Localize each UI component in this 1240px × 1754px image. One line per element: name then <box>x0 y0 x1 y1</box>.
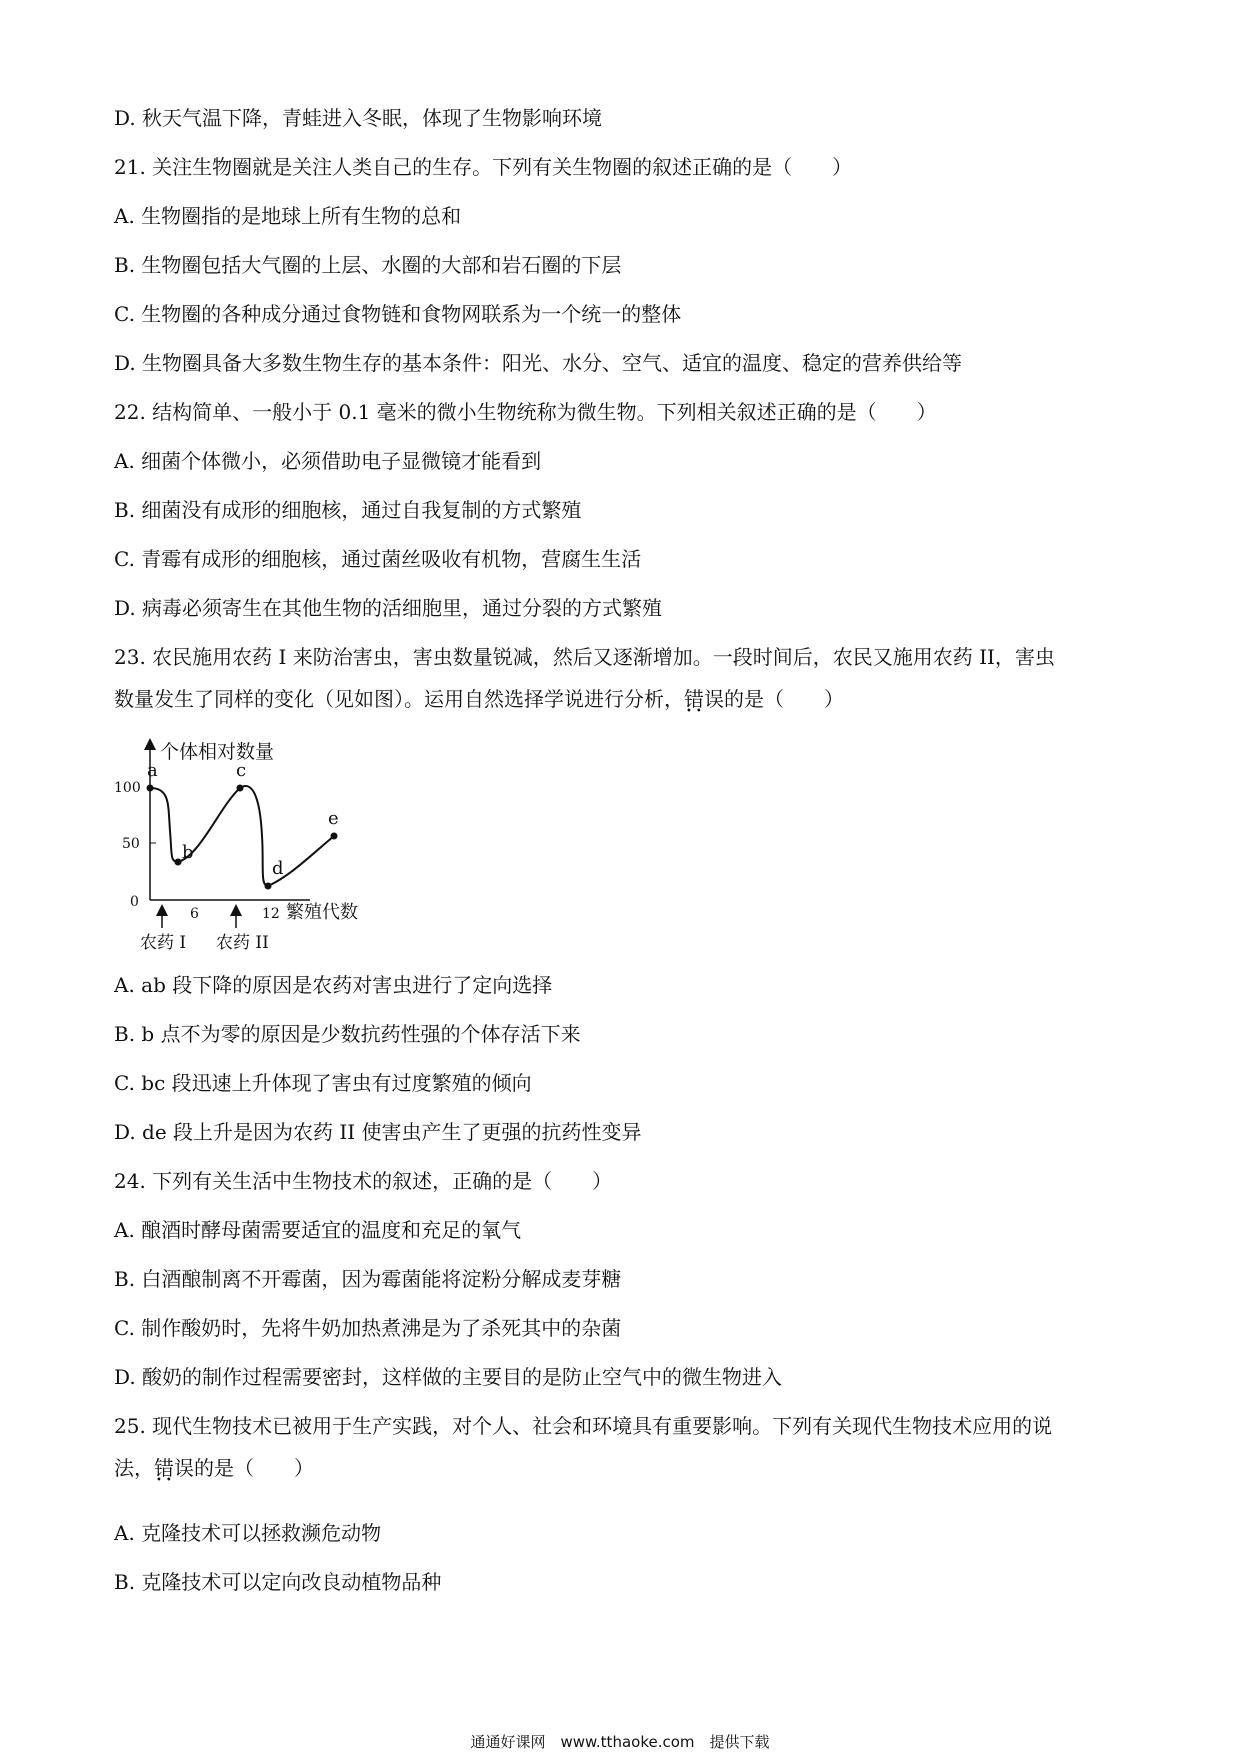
pesticide-1-label: 农药 I <box>140 933 187 953</box>
point-c <box>237 785 244 792</box>
point-label-c: c <box>236 760 247 781</box>
q23-option-c: C. bc 段迅速上升体现了害虫有过度繁殖的倾向 <box>114 1071 532 1095</box>
q23-stem-line1: 23. 农民施用农药 I 来防治害虫，害虫数量锐减，然后又逐渐增加。一段时间后，农民又施用农药 II，害虫 <box>114 645 1055 669</box>
q21-option-c: C. 生物圈的各种成分通过食物链和食物网联系为一个统一的整体 <box>114 302 682 326</box>
q24-option-a: A. 酿酒时酵母菌需要适宜的温度和充足的氧气 <box>114 1218 522 1242</box>
q23-option-b: B. b 点不为零的原因是少数抗药性强的个体存活下来 <box>114 1022 581 1046</box>
q25-option-a: A. 克隆技术可以拯救濒危动物 <box>114 1521 382 1545</box>
y-axis-label: 个体相对数量 <box>160 741 275 763</box>
y-tick-100: 100 <box>114 780 141 796</box>
q24-option-c: C. 制作酸奶时，先将牛奶加热煮沸是为了杀死其中的杂菌 <box>114 1316 622 1340</box>
q25-stem-line1: 25. 现代生物技术已被用于生产实践，对个人、社会和环境具有重要影响。下列有关现代生物技术应用的说 <box>114 1414 1053 1438</box>
point-label-a: a <box>147 760 158 781</box>
point-label-e: e <box>328 808 339 829</box>
q20-option-d: D. 秋天气温下降，青蛙进入冬眠，体现了生物影响环境 <box>114 106 603 130</box>
y-tick-0: 0 <box>130 894 139 910</box>
q22-option-c: C. 青霉有成形的细胞核，通过菌丝吸收有机物，营腐生生活 <box>114 547 642 571</box>
q23-option-d: D. de 段上升是因为农药 II 使害虫产生了更强的抗药性变异 <box>114 1120 642 1144</box>
point-e <box>331 833 338 840</box>
pest-population-graph <box>110 736 410 956</box>
q23-option-a: A. ab 段下降的原因是农药对害虫进行了定向选择 <box>114 973 553 997</box>
y-tick-50: 50 <box>122 836 140 852</box>
point-label-b: b <box>182 842 194 863</box>
population-curve <box>150 786 334 886</box>
point-label-d: d <box>272 858 284 879</box>
point-d <box>265 883 272 890</box>
q22-stem: 22. 结构简单、一般小于 0.1 毫米的微小生物统称为微生物。下列相关叙述正确的是（ ） <box>114 400 937 424</box>
q25-emphasis: 错误 •• <box>154 1454 194 1482</box>
point-a <box>147 785 154 792</box>
q23-stem-pre: 数量发生了同样的变化（见如图）。运用自然选择学说进行分析， <box>114 687 684 711</box>
q24-stem: 24. 下列有关生活中生物技术的叙述，正确的是（ ） <box>114 1169 613 1193</box>
q21-option-b: B. 生物圈包括大气圈的上层、水圈的大部和岩石圈的下层 <box>114 253 622 277</box>
q22-option-d: D. 病毒必须寄生在其他生物的活细胞里，通过分裂的方式繁殖 <box>114 596 663 620</box>
q25-stem-post: 的是（ ） <box>194 1456 314 1480</box>
page-footer: 通通好课网 www.tthaoke.com 提供下载 <box>470 1733 770 1751</box>
q21-option-a: A. 生物圈指的是地球上所有生物的总和 <box>114 204 462 228</box>
point-b <box>175 859 182 866</box>
pesticide-2-label: 农药 II <box>216 933 269 953</box>
x-tick-6: 6 <box>190 906 199 922</box>
x-axis-label: 繁殖代数 <box>286 902 358 923</box>
q22-option-a: A. 细菌个体微小，必须借助电子显微镜才能看到 <box>114 449 542 473</box>
x-tick-12: 12 <box>262 906 280 922</box>
q23-emphasis: 错误 •• <box>684 685 724 713</box>
q21-option-d: D. 生物圈具备大多数生物生存的基本条件：阳光、水分、空气、适宜的温度、稳定的营养供给等 <box>114 351 963 375</box>
q25-stem-pre: 法， <box>114 1456 154 1480</box>
q24-option-d: D. 酸奶的制作过程需要密封，这样做的主要目的是防止空气中的微生物进入 <box>114 1365 783 1389</box>
q25-stem-line2 <box>114 1454 314 1482</box>
q25-option-b: B. 克隆技术可以定向改良动植物品种 <box>114 1570 442 1594</box>
q23-stem-line2 <box>114 685 844 713</box>
q22-option-b: B. 细菌没有成形的细胞核，通过自我复制的方式繁殖 <box>114 498 582 522</box>
q24-option-b: B. 白酒酿制离不开霉菌，因为霉菌能将淀粉分解成麦芽糖 <box>114 1267 622 1291</box>
q21-stem: 21. 关注生物圈就是关注人类自己的生存。下列有关生物圈的叙述正确的是（ ） <box>114 155 853 179</box>
q23-stem-post: 的是（ ） <box>724 687 844 711</box>
